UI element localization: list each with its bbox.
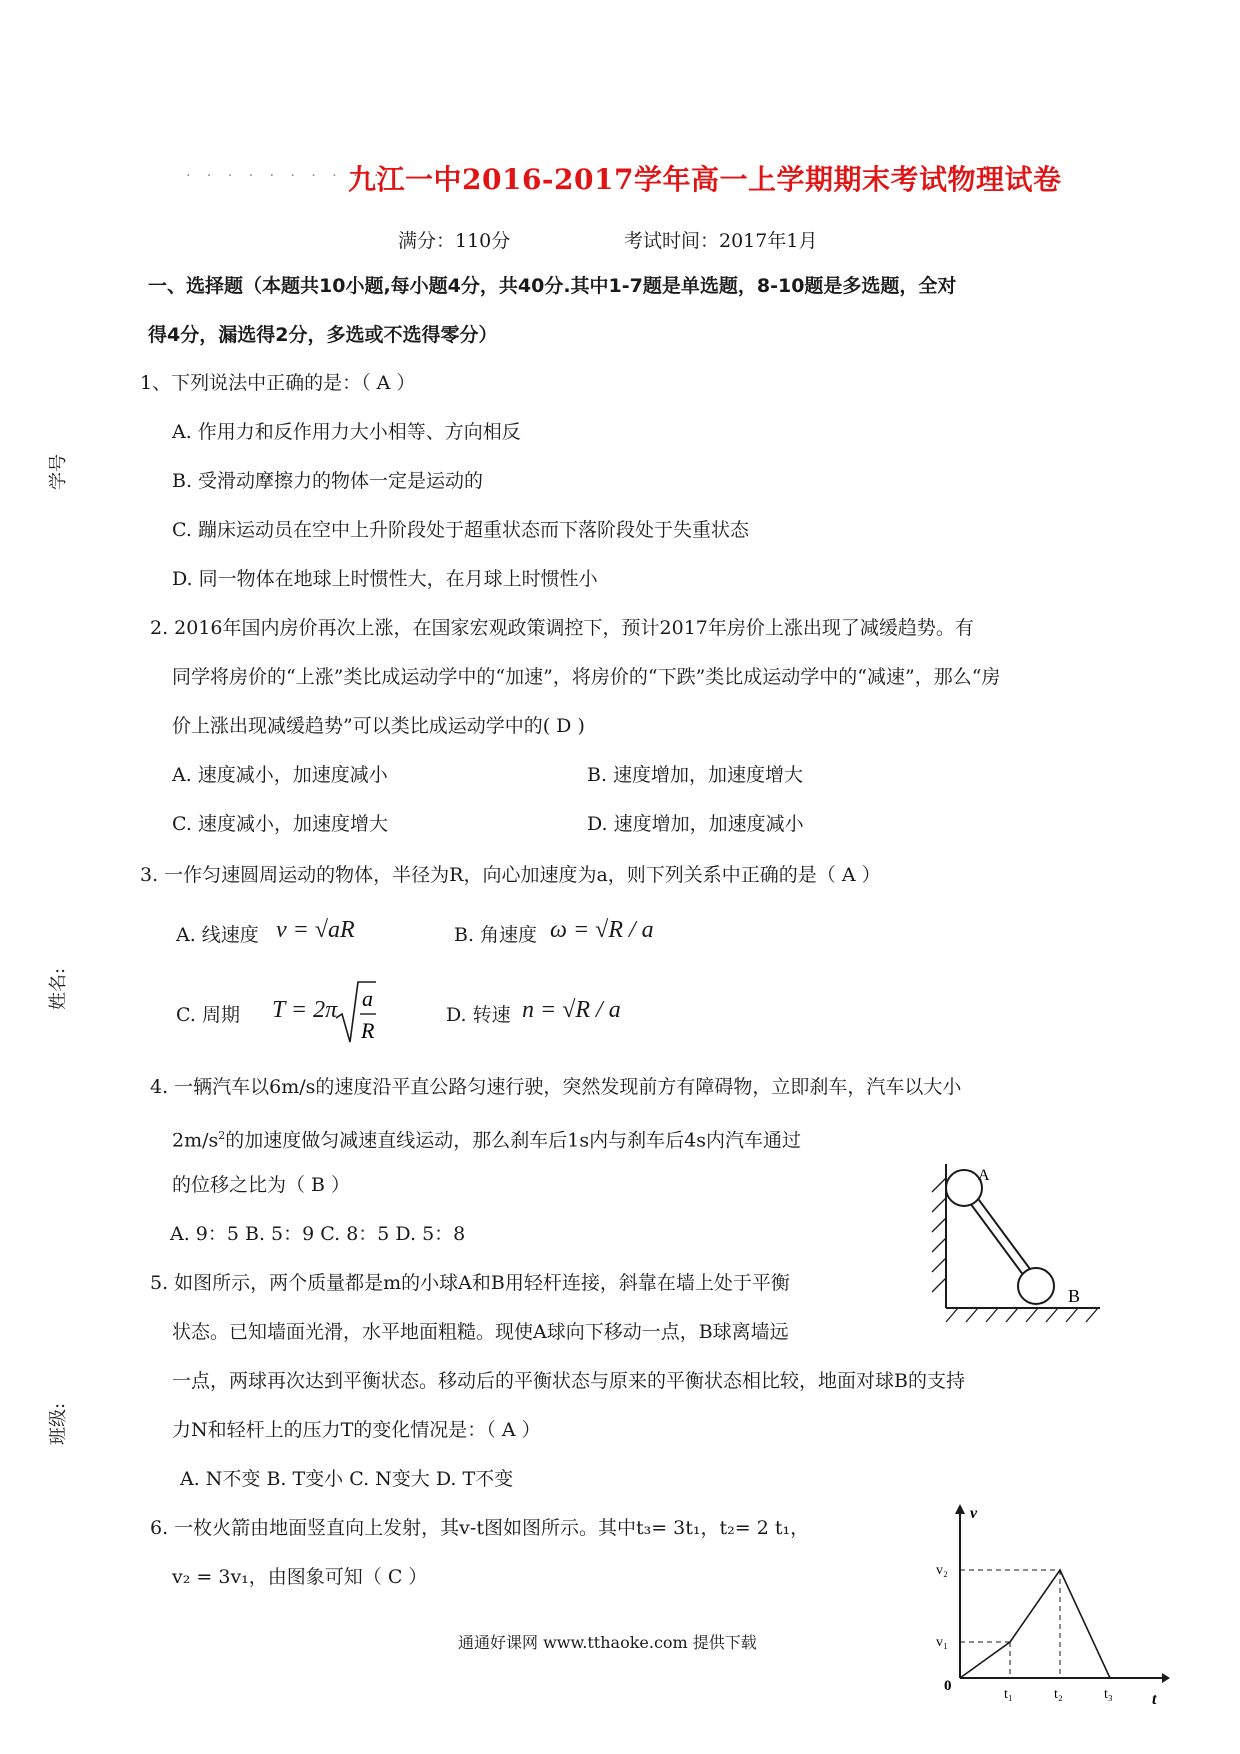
vt-marks xyxy=(960,1570,1110,1678)
rod-fill xyxy=(966,1190,1034,1282)
q4-line2 xyxy=(172,1123,801,1153)
t-axis-label: t xyxy=(1152,1691,1157,1708)
decorative-dots: · · · · · · · · · · xyxy=(186,168,385,184)
q3-option-c-formula: T = 2π xyxy=(272,997,338,1023)
q5-line3: 一点，两球再次达到平衡状态。移动后的平衡状态与原来的平衡状态相比较，地面对球B的支持 xyxy=(172,1370,965,1392)
q5-line4: 力N和轻杆上的压力T的变化情况是：（ A ） xyxy=(172,1419,541,1441)
q1-stem: 1、下列说法中正确的是：（ A ） xyxy=(140,372,416,394)
q3-option-c-label: C. 周期 xyxy=(176,1004,240,1026)
section-heading-line2: 得4分，漏选得2分，多选或不选得零分） xyxy=(148,324,498,346)
t-axis-arrow xyxy=(1162,1673,1170,1683)
student-id-label: 学号 xyxy=(48,454,69,490)
v2-tick-label: v₂ xyxy=(936,1563,948,1578)
q3-c-numerator: a xyxy=(362,986,373,1011)
q1-option-c: C. 蹦床运动员在空中上升阶段处于超重状态而下落阶段处于失重状态 xyxy=(172,519,749,541)
wall-hatching xyxy=(932,1178,946,1292)
footer-credit: 通通好课网 www.tthaoke.com 提供下载 xyxy=(458,1633,757,1652)
q3-option-d-formula: n = √R / a xyxy=(522,997,621,1023)
q4-line3: 的位移之比为（ B ） xyxy=(172,1174,351,1196)
q5-line1: 5. 如图所示，两个质量都是m的小球A和B用轻杆连接，斜靠在墙上处于平衡 xyxy=(150,1272,790,1294)
exam-title: 九江一中2016-2017学年高一上学期期末考试物理试卷 xyxy=(348,163,1062,196)
q2-option-c: C. 速度减小，加速度增大 xyxy=(172,813,388,835)
ball-a xyxy=(946,1170,982,1206)
q5-line2: 状态。已知墙面光滑，水平地面粗糙。现使A球向下移动一点，B球离墙远 xyxy=(172,1321,789,1343)
full-score: 满分：110分 xyxy=(398,230,511,252)
ball-b-label: B xyxy=(1068,1286,1081,1306)
v-axis-arrow xyxy=(955,1504,965,1514)
q4-accel-exponent: 2 xyxy=(218,1129,226,1142)
v-axis-label: v xyxy=(970,1505,978,1522)
q2-option-d: D. 速度增加，加速度减小 xyxy=(587,813,804,835)
q2-line1: 2. 2016年国内房价再次上涨，在国家宏观政策调控下，预计2017年房价上涨出现了减缓趋势。有 xyxy=(150,617,974,639)
v1-tick-label: v₁ xyxy=(936,1635,948,1650)
q3-option-b-formula: ω = √R / a xyxy=(550,917,654,943)
q3-option-d-label: D. 转速 xyxy=(446,1004,511,1026)
q3-option-c-sqrt-fraction xyxy=(334,978,378,1050)
q6-vt-graph xyxy=(930,1498,1170,1718)
vt-series-line xyxy=(960,1570,1110,1678)
t2-tick-label: t₂ xyxy=(1054,1687,1063,1702)
q2-option-b: B. 速度增加，加速度增大 xyxy=(587,764,804,786)
t1-tick-label: t₁ xyxy=(1004,1687,1013,1702)
q2-line2: 同学将房价的“上涨”类比成运动学中的“加速”，将房价的“下跌”类比成运动学中的“减速”，那么“房 xyxy=(172,666,1001,688)
q3-c-denominator: R xyxy=(361,1018,375,1043)
section-heading-line1: 一、选择题（本题共10小题,每小题4分，共40分.其中1-7题是单选题，8-10题是多选题，全对 xyxy=(148,275,957,297)
q1-option-d: D. 同一物体在地球上时惯性大，在月球上时惯性小 xyxy=(172,568,598,590)
q3-option-a-formula: v = √aR xyxy=(276,917,355,943)
q4-options: A. 9：5 B. 5：9 C. 8：5 D. 5：8 xyxy=(170,1223,466,1245)
q3-option-b-label: B. 角速度 xyxy=(454,924,538,946)
exam-time: 考试时间：2017年1月 xyxy=(624,230,818,252)
q2-line3: 价上涨出现减缓趋势”可以类比成运动学中的( D ) xyxy=(172,715,585,737)
q6-line1: 6. 一枚火箭由地面竖直向上发射，其v-t图如图所示。其中t₃= 3t₁，t₂= 2 t₁， xyxy=(150,1517,810,1539)
q4-line2-rest: 的加速度做匀减速直线运动，那么刹车后1s内与刹车后4s内汽车通过 xyxy=(225,1129,801,1152)
name-label: 姓名: xyxy=(48,967,69,1010)
q1-option-b: B. 受滑动摩擦力的物体一定是运动的 xyxy=(172,470,484,492)
t3-tick-label: t₃ xyxy=(1104,1687,1113,1702)
q4-accel-value: 2m/s xyxy=(172,1129,219,1152)
q6-line2: v₂ = 3v₁，由图象可知（ C ） xyxy=(172,1566,428,1588)
ball-a-label: A xyxy=(978,1167,990,1184)
ball-b xyxy=(1018,1268,1054,1304)
q3-option-a-label: A. 线速度 xyxy=(176,924,259,946)
q2-option-a: A. 速度减小，加速度减小 xyxy=(172,764,388,786)
q5-figure-wall-rod xyxy=(918,1158,1108,1328)
q5-options: A. N不变 B. T变小 C. N变大 D. T不变 xyxy=(180,1468,514,1490)
class-label: 班级: xyxy=(48,1402,69,1445)
origin-label: 0 xyxy=(944,1678,952,1694)
floor-hatching xyxy=(946,1308,1098,1322)
q1-option-a: A. 作用力和反作用力大小相等、方向相反 xyxy=(172,421,521,443)
q3-stem: 3. 一作匀速圆周运动的物体，半径为R，向心加速度为a，则下列关系中正确的是（ A ） xyxy=(140,864,881,886)
q4-line1: 4. 一辆汽车以6m/s的速度沿平直公路匀速行驶，突然发现前方有障碍物，立即刹车，汽车以大小 xyxy=(150,1076,962,1098)
